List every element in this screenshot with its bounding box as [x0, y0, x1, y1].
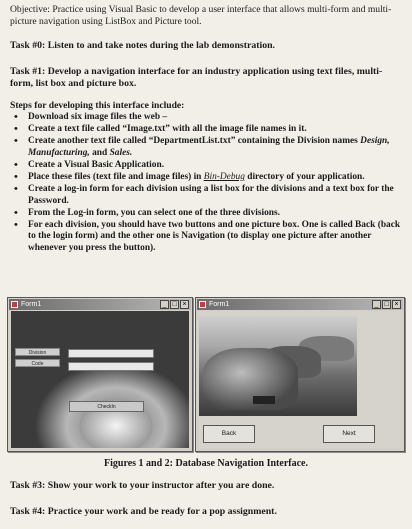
- app-icon: [199, 301, 206, 308]
- division-name-sales: Sales.: [109, 147, 133, 158]
- task0-heading: Task #0: Listen to and take notes during the lab demonstration.: [10, 40, 276, 51]
- list-item: [10, 124, 404, 136]
- steps-heading: Steps for developing this interface include:: [10, 100, 185, 111]
- list-item: [10, 184, 404, 207]
- figure-caption: Figures 1 and 2: Database Navigation Interface.: [104, 458, 308, 469]
- next-button[interactable]: Next: [323, 425, 375, 443]
- steps-list: [10, 112, 404, 255]
- form2-window: [195, 297, 405, 452]
- list-item: [10, 220, 404, 255]
- step-text: From the Log-in form, you can select one of the three divisions.: [28, 207, 280, 218]
- window-controls: [160, 300, 189, 309]
- app-icon: [11, 301, 18, 308]
- objective-paragraph: Objective: Practice using Visual Basic to develop a user interface that allows multi-form and multi-picture navigation using ListBox and Picture tool.: [10, 4, 392, 27]
- bin-debug-link: Bin-Debug: [203, 171, 245, 182]
- code-label: Code: [15, 359, 60, 367]
- form1-title: Form1: [21, 301, 42, 308]
- password-textbox[interactable]: [68, 362, 154, 371]
- minimize-button[interactable]: _: [372, 300, 381, 309]
- form1-window: [7, 297, 193, 452]
- step-text: Create a Visual Basic Application.: [28, 159, 165, 170]
- close-button[interactable]: ×: [392, 300, 401, 309]
- form1-titlebar: [9, 299, 191, 310]
- form2-client-area: [199, 311, 401, 448]
- step-text: Download six image files the web –: [28, 112, 168, 122]
- step-text: and: [89, 147, 110, 158]
- division-names: Design, Manufacturing,: [28, 136, 390, 158]
- step-text: Place these files (text file and image files) in: [28, 171, 204, 182]
- form1-client-area: [11, 311, 189, 448]
- license-plate: [253, 396, 275, 404]
- list-item: [10, 112, 404, 124]
- list-item: [10, 136, 404, 159]
- maximize-button[interactable]: □: [382, 300, 391, 309]
- car-image: [203, 348, 298, 410]
- back-button[interactable]: Back: [203, 425, 255, 443]
- list-item: [10, 172, 404, 184]
- task3-heading: Task #3: Show your work to your instructor after you are done.: [10, 480, 275, 491]
- step-text: For each division, you should have two buttons and one picture box. One is called Back (back to the login form) and the other one is Navigation (to display one picture after another whenever you press the button).: [28, 219, 401, 254]
- step-text: directory of your application.: [244, 171, 365, 182]
- step-text: Create another text file called “DepartmentList.txt” containing the Division names: [28, 136, 361, 147]
- step-text: Create a text file called “Image.txt” with all the image file names in it.: [28, 124, 307, 135]
- form2-title: Form1: [209, 301, 230, 308]
- task4-heading: Task #4: Practice your work and be ready for a pop assignment.: [10, 506, 277, 517]
- step-text: Create a log-in form for each division using a list box for the divisions and a text box for the Password.: [28, 184, 394, 206]
- checkin-button[interactable]: CheckIn: [69, 401, 144, 412]
- picture-box: [199, 316, 357, 416]
- maximize-button[interactable]: □: [170, 300, 179, 309]
- list-item: [10, 160, 404, 172]
- form2-titlebar: [197, 299, 403, 310]
- close-button[interactable]: ×: [180, 300, 189, 309]
- minimize-button[interactable]: _: [160, 300, 169, 309]
- task1-heading: Task #1: Develop a navigation interface for an industry application using text files, multi-form, list box and picture box.: [10, 66, 383, 89]
- division-listbox[interactable]: [68, 349, 154, 358]
- window-controls: [372, 300, 401, 309]
- division-label: Division: [15, 348, 60, 356]
- list-item: [10, 208, 404, 220]
